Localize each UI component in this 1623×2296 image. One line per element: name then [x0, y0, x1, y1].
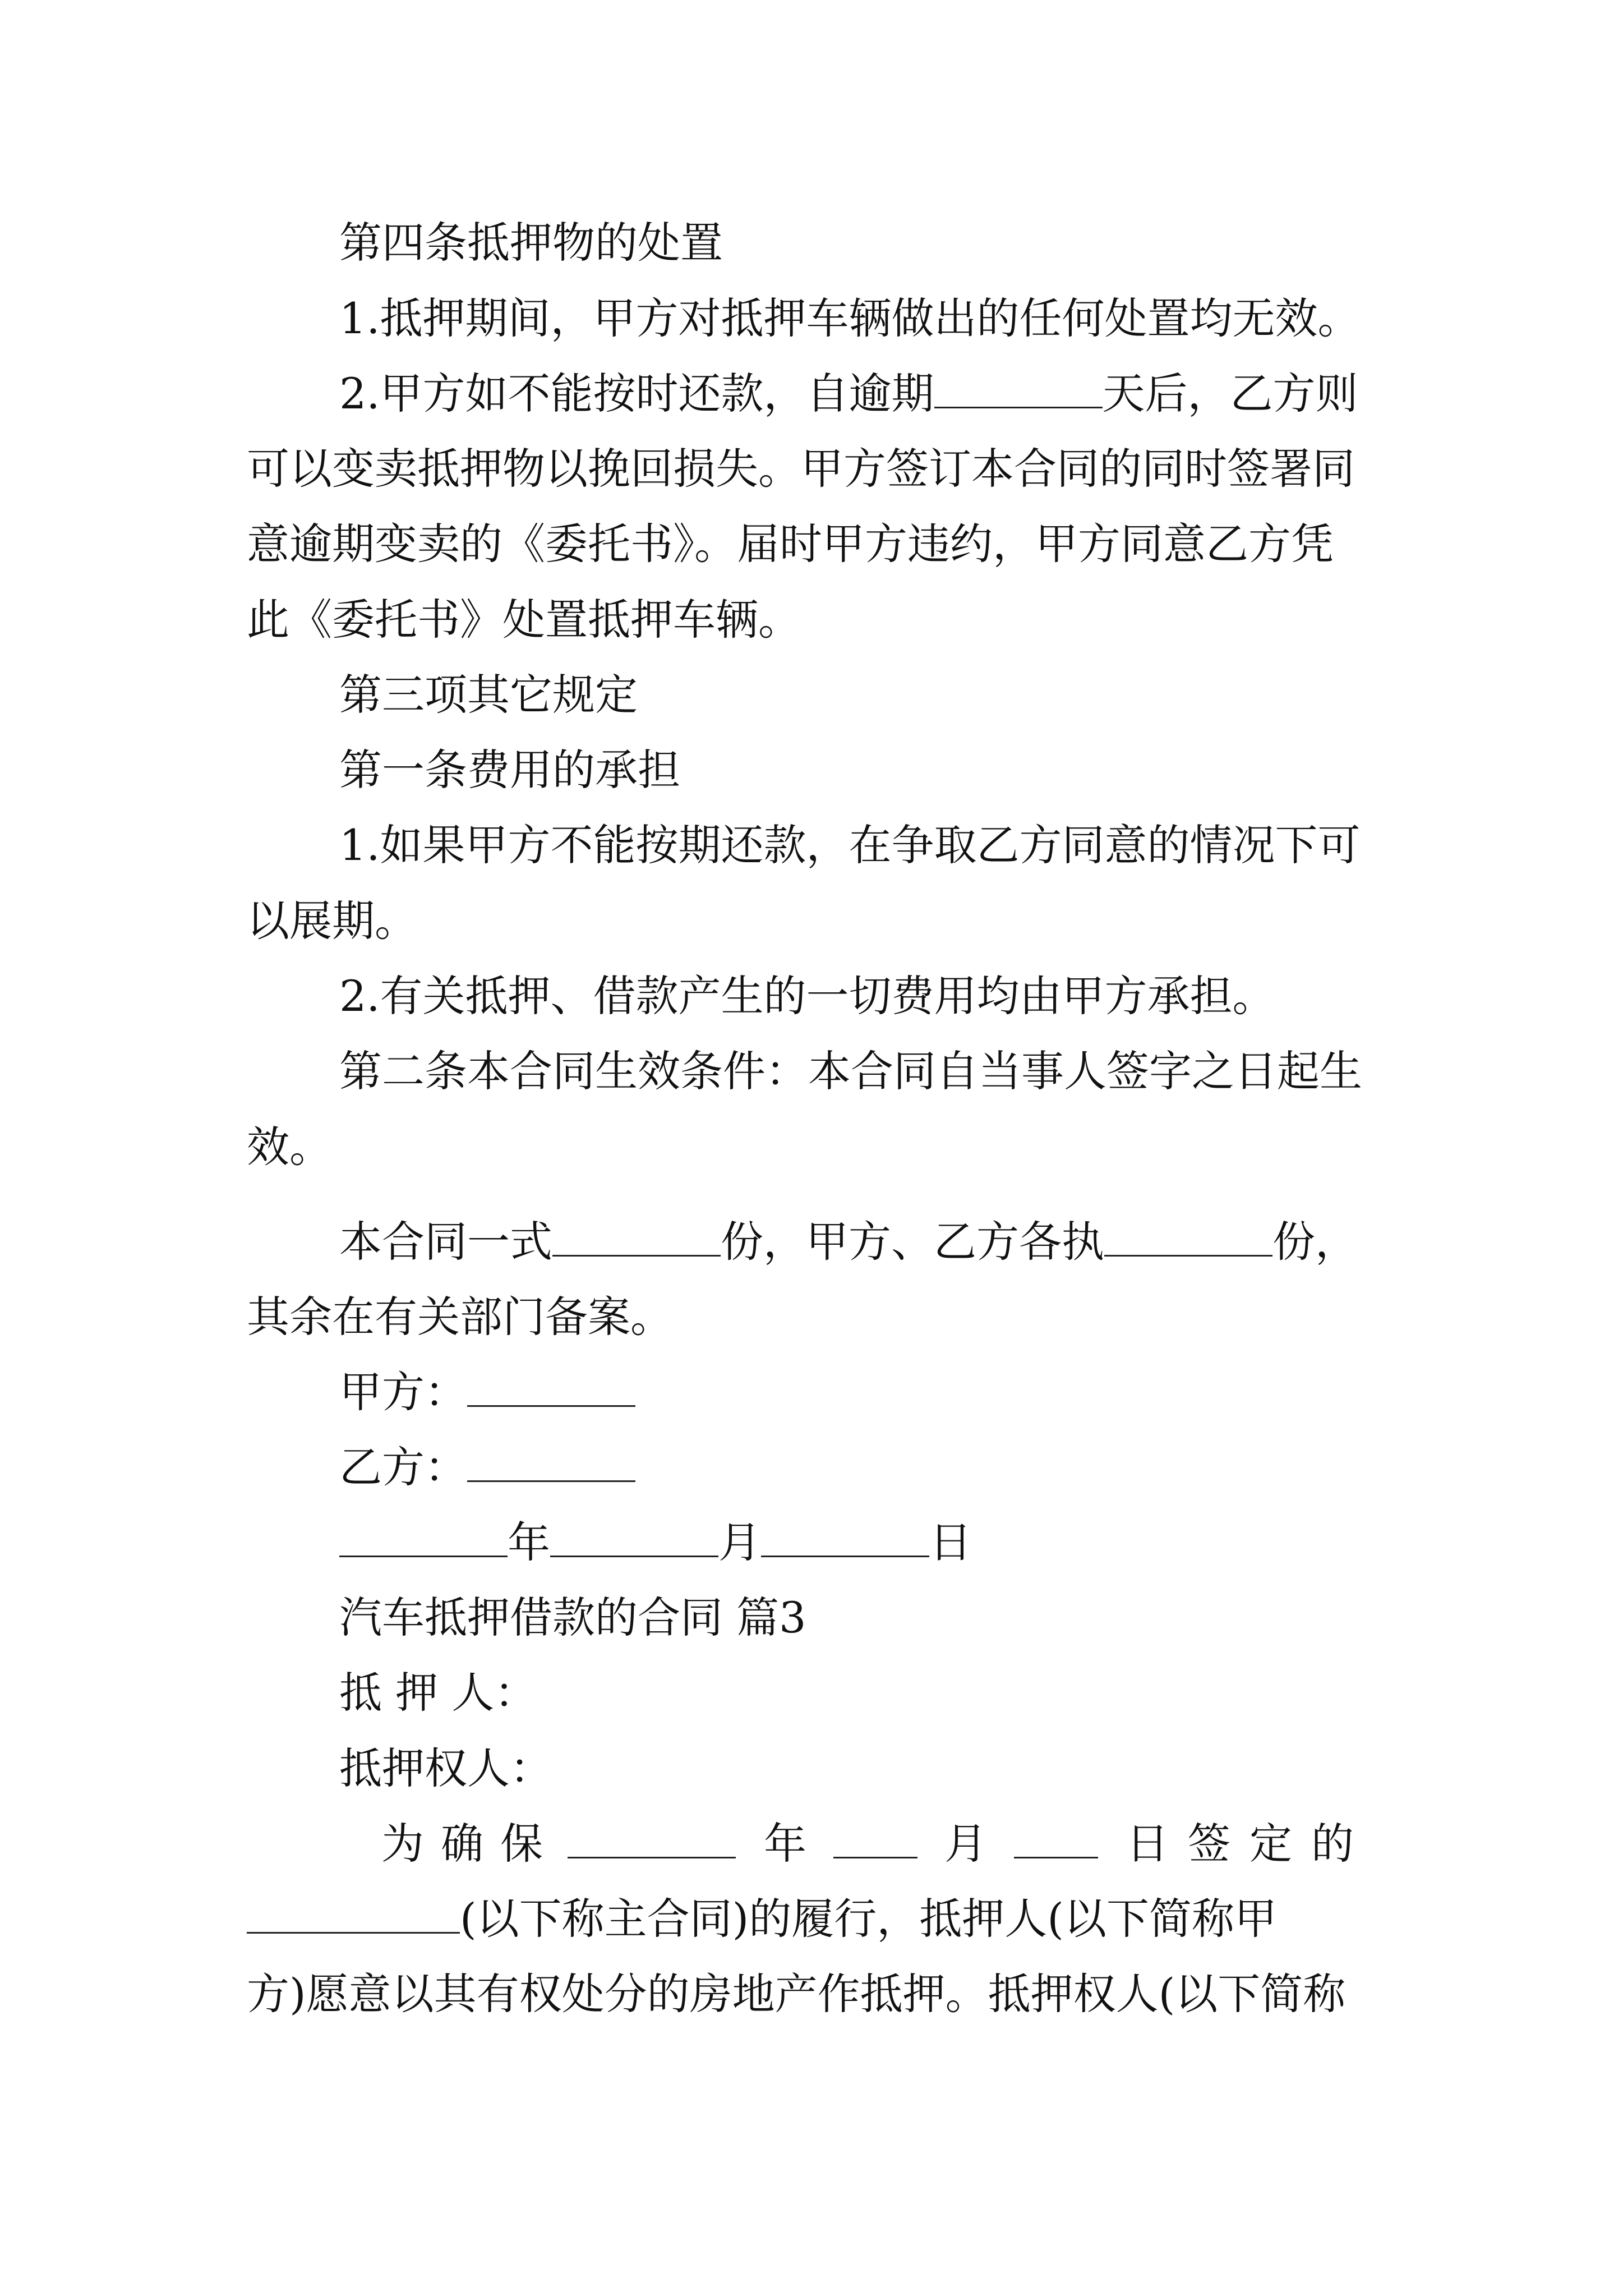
fill-in-blank[interactable]: [552, 1220, 721, 1257]
month-blank[interactable]: [550, 1521, 718, 1557]
paragraph-line: [339, 366, 1358, 422]
section-title: 汽车抵押借款的合同 篇3: [339, 1593, 806, 1642]
day-blank[interactable]: [761, 1521, 929, 1557]
party-a-blank[interactable]: [467, 1370, 635, 1407]
paragraph-line: 1.如果甲方不能按期还款，在争取乙方同意的情况下可: [339, 820, 1361, 870]
paragraph-line: [339, 1214, 1358, 1270]
text-fragment: (以下称主合同)的履行，抵押人(以下简称甲: [460, 1894, 1277, 1944]
paragraph-line: 第二条本合同生效条件：本合同自当事人签字之日起生: [339, 1046, 1362, 1096]
date-line: [339, 1515, 972, 1571]
year-blank[interactable]: [568, 1822, 736, 1858]
month-blank[interactable]: [833, 1822, 917, 1858]
text-fragment: 份，: [1272, 1217, 1358, 1267]
text-fragment: 天后，乙方则: [1102, 369, 1358, 418]
paragraph-line: 2.有关抵押、借款产生的一切费用均由甲方承担。: [339, 971, 1275, 1021]
contract-name-blank[interactable]: [247, 1897, 460, 1934]
paragraph-line: 以展期。: [247, 896, 417, 946]
fill-in-blank[interactable]: [934, 372, 1103, 408]
paragraph-line: 其余在有关部门备案。: [247, 1292, 673, 1342]
paragraph-line: 意逾期变卖的《委托书》。届时甲方违约，甲方同意乙方凭: [247, 519, 1334, 569]
paragraph-line: 可以变卖抵押物以挽回损失。甲方签订本合同的同时签署同: [247, 444, 1355, 494]
paragraph-line: 此《委托书》处置抵押车辆。: [247, 595, 801, 645]
paragraph-line: [381, 1816, 1373, 1872]
month-label: 月: [718, 1517, 761, 1567]
section-heading: 第三项其它规定: [339, 670, 638, 720]
party-a-label: 甲方：: [339, 1367, 467, 1417]
clause-heading: 第四条抵押物的处置: [339, 218, 723, 268]
year-label: 年: [508, 1517, 550, 1567]
party-b-label: 乙方：: [339, 1442, 467, 1492]
text-fragment: 为确保: [381, 1819, 560, 1869]
mortgagee-label: 抵押权人：: [339, 1743, 552, 1793]
paragraph-line: [247, 1891, 1277, 1947]
mortgagor-label: 抵 押 人：: [339, 1668, 537, 1718]
party-b-blank[interactable]: [467, 1446, 635, 1482]
signature-line-party-a: [339, 1364, 635, 1420]
text-fragment: 2.甲方如不能按时还款，自逾期: [339, 369, 934, 418]
day-label: 日: [929, 1517, 972, 1567]
text-fragment: 本合同一式: [339, 1217, 552, 1267]
text-fragment: 份，甲方、乙方各执: [721, 1217, 1104, 1267]
text-fragment: 日签定的: [1126, 1819, 1373, 1869]
paragraph-line: 1.抵押期间，甲方对抵押车辆做出的任何处置均无效。: [339, 293, 1361, 343]
paragraph-line: 效。: [247, 1122, 332, 1172]
paragraph-line: 方)愿意以其有权处分的房地产作抵押。抵押权人(以下简称: [247, 1969, 1346, 2019]
fill-in-blank[interactable]: [1104, 1220, 1272, 1257]
year-blank[interactable]: [339, 1521, 508, 1557]
text-fragment: 月: [944, 1819, 987, 1869]
signature-line-party-b: [339, 1439, 635, 1496]
day-blank[interactable]: [1014, 1822, 1098, 1858]
text-fragment: 年: [764, 1819, 806, 1869]
clause-heading: 第一条费用的承担: [339, 745, 680, 795]
